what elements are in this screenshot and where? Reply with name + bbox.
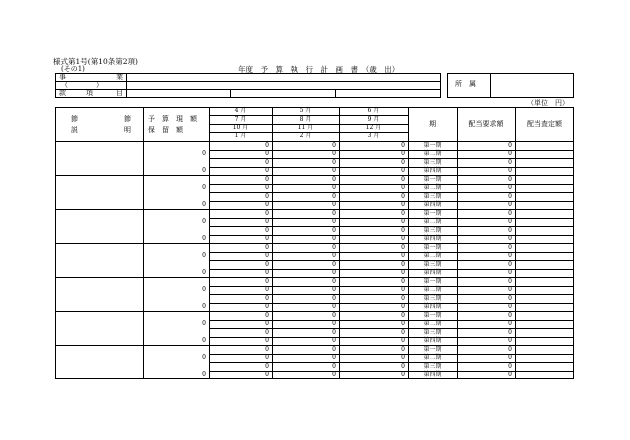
month-amount: 0 [401, 226, 405, 234]
month-amount: 0 [401, 201, 405, 208]
month-amount: 0 [332, 209, 336, 217]
month-amount: 0 [265, 354, 269, 361]
month-amount: 0 [265, 158, 269, 166]
affiliation-label: 所 属 [455, 80, 476, 88]
request-amount: 0 [508, 167, 512, 174]
month-amount: 0 [401, 175, 405, 183]
month-label: 2 月 [299, 132, 312, 139]
business-label-right: 業 [116, 73, 123, 81]
header-budget: 予 算 現 額 [148, 115, 197, 123]
month-amount: 0 [332, 294, 336, 302]
month-amount: 0 [401, 252, 405, 259]
header-request: 配当要求額 [468, 120, 504, 128]
request-amount: 0 [508, 226, 512, 234]
period-label: 第二期 [423, 218, 442, 225]
month-amount: 0 [401, 141, 405, 149]
month-label: 1 月 [234, 132, 247, 139]
period-label: 第三期 [423, 328, 442, 336]
category-kou: 項 [86, 89, 93, 97]
month-amount: 0 [332, 150, 336, 157]
month-amount: 0 [265, 243, 269, 251]
month-amount: 0 [401, 328, 405, 336]
month-amount: 0 [265, 320, 269, 327]
request-amount: 0 [508, 362, 512, 370]
month-amount: 0 [332, 328, 336, 336]
month-amount: 0 [265, 294, 269, 302]
header-period: 期 [429, 120, 436, 128]
request-amount: 0 [508, 209, 512, 217]
request-amount: 0 [508, 269, 512, 276]
month-amount: 0 [401, 345, 405, 353]
month-amount: 0 [401, 311, 405, 319]
month-amount: 0 [265, 337, 269, 344]
month-amount: 0 [401, 269, 405, 276]
month-amount: 0 [332, 192, 336, 200]
business-box [55, 73, 441, 98]
month-amount: 0 [332, 175, 336, 183]
month-amount: 0 [401, 167, 405, 174]
request-amount: 0 [508, 184, 512, 191]
period-label: 第三期 [423, 362, 442, 370]
month-amount: 0 [401, 286, 405, 293]
period-label: 第四期 [423, 201, 442, 208]
period-label: 第一期 [423, 277, 442, 285]
budget-amount: 0 [202, 252, 206, 259]
month-amount: 0 [265, 184, 269, 191]
month-amount: 0 [401, 320, 405, 327]
month-amount: 0 [332, 320, 336, 327]
reserved-amount: 0 [202, 269, 206, 276]
month-amount: 0 [332, 252, 336, 259]
period-label: 第一期 [423, 175, 442, 183]
period-label: 第一期 [423, 141, 442, 149]
form-id: 様式第1号(第10条第2項) [53, 57, 138, 66]
month-label: 10 月 [232, 124, 249, 131]
category-kan: 款 [59, 89, 66, 97]
period-label: 第四期 [423, 303, 442, 310]
month-amount: 0 [401, 218, 405, 225]
month-amount: 0 [332, 303, 336, 310]
month-amount: 0 [265, 277, 269, 285]
request-amount: 0 [508, 260, 512, 268]
month-amount: 0 [332, 277, 336, 285]
request-amount: 0 [508, 141, 512, 149]
request-amount: 0 [508, 371, 512, 378]
month-amount: 0 [265, 345, 269, 353]
month-amount: 0 [265, 252, 269, 259]
month-amount: 0 [332, 269, 336, 276]
request-amount: 0 [508, 311, 512, 319]
block-divider [55, 243, 209, 244]
business-label-divider [126, 73, 127, 98]
period-label: 第一期 [423, 345, 442, 353]
request-amount: 0 [508, 158, 512, 166]
month-amount: 0 [332, 354, 336, 361]
month-amount: 0 [332, 184, 336, 191]
reserved-amount: 0 [202, 303, 206, 310]
form-sub: (その1) [61, 65, 85, 73]
request-amount: 0 [508, 320, 512, 327]
month-amount: 0 [332, 141, 336, 149]
request-amount: 0 [508, 337, 512, 344]
month-amount: 0 [401, 235, 405, 242]
month-amount: 0 [401, 192, 405, 200]
request-amount: 0 [508, 286, 512, 293]
request-amount: 0 [508, 328, 512, 336]
period-label: 第四期 [423, 371, 442, 378]
month-amount: 0 [401, 150, 405, 157]
month-amount: 0 [332, 218, 336, 225]
business-row-divider-2 [55, 89, 441, 90]
category-divider-2 [335, 89, 336, 98]
month-amount: 0 [332, 243, 336, 251]
reserved-amount: 0 [202, 235, 206, 242]
period-label: 第一期 [423, 209, 442, 217]
month-amount: 0 [265, 226, 269, 234]
reserved-amount: 0 [202, 201, 206, 208]
month-amount: 0 [265, 286, 269, 293]
category-moku: 目 [116, 89, 123, 97]
affiliation-divider [490, 73, 491, 98]
month-amount: 0 [265, 235, 269, 242]
month-label: 8 月 [299, 116, 312, 123]
period-label: 第四期 [423, 269, 442, 276]
header-section-right: 節 [124, 115, 131, 123]
month-amount: 0 [401, 277, 405, 285]
business-label-left: 事 [59, 73, 66, 81]
month-label: 3 月 [367, 132, 380, 139]
month-amount: 0 [401, 303, 405, 310]
month-label: 5 月 [299, 107, 312, 114]
period-label: 第三期 [423, 226, 442, 234]
month-amount: 0 [265, 311, 269, 319]
month-amount: 0 [265, 209, 269, 217]
budget-amount: 0 [202, 320, 206, 327]
request-amount: 0 [508, 175, 512, 183]
month-amount: 0 [265, 269, 269, 276]
period-label: 第二期 [423, 252, 442, 259]
reserved-amount: 0 [202, 337, 206, 344]
month-amount: 0 [401, 209, 405, 217]
month-amount: 0 [332, 345, 336, 353]
month-amount: 0 [332, 286, 336, 293]
month-amount: 0 [332, 371, 336, 378]
category-divider-1 [230, 89, 231, 98]
period-label: 第三期 [423, 158, 442, 166]
month-amount: 0 [265, 201, 269, 208]
month-amount: 0 [265, 362, 269, 370]
request-amount: 0 [508, 201, 512, 208]
request-amount: 0 [508, 235, 512, 242]
period-label: 第二期 [423, 184, 442, 191]
month-amount: 0 [401, 362, 405, 370]
month-amount: 0 [265, 192, 269, 200]
month-amount: 0 [401, 294, 405, 302]
month-amount: 0 [332, 226, 336, 234]
month-amount: 0 [401, 371, 405, 378]
header-explain-right: 明 [124, 126, 131, 134]
request-amount: 0 [508, 354, 512, 361]
month-amount: 0 [265, 328, 269, 336]
request-amount: 0 [508, 294, 512, 302]
budget-amount: 0 [202, 354, 206, 361]
month-label: 12 月 [365, 124, 382, 131]
period-label: 第二期 [423, 150, 442, 157]
month-amount: 0 [265, 150, 269, 157]
budget-amount: 0 [202, 150, 206, 157]
month-amount: 0 [332, 201, 336, 208]
block-divider [55, 209, 209, 210]
month-amount: 0 [401, 337, 405, 344]
period-label: 第二期 [423, 354, 442, 361]
request-amount: 0 [508, 277, 512, 285]
period-label: 第一期 [423, 243, 442, 251]
block-divider [55, 311, 209, 312]
period-label: 第二期 [423, 286, 442, 293]
month-amount: 0 [332, 158, 336, 166]
month-amount: 0 [332, 337, 336, 344]
month-amount: 0 [332, 260, 336, 268]
month-amount: 0 [265, 218, 269, 225]
month-amount: 0 [265, 260, 269, 268]
period-label: 第一期 [423, 311, 442, 319]
budget-amount: 0 [202, 286, 206, 293]
month-amount: 0 [332, 362, 336, 370]
month-label: 7 月 [234, 116, 247, 123]
business-row-divider-1 [55, 81, 441, 82]
request-amount: 0 [508, 192, 512, 200]
header-reserved: 保 留 額 [148, 126, 183, 134]
budget-amount: 0 [202, 218, 206, 225]
month-amount: 0 [265, 303, 269, 310]
unit-label: （単位 円） [527, 99, 569, 107]
month-label: 9 月 [367, 116, 380, 123]
request-amount: 0 [508, 303, 512, 310]
block-divider [55, 345, 209, 346]
month-amount: 0 [401, 354, 405, 361]
month-amount: 0 [265, 141, 269, 149]
period-label: 第三期 [423, 192, 442, 200]
month-amount: 0 [401, 158, 405, 166]
month-amount: 0 [401, 243, 405, 251]
reserved-amount: 0 [202, 371, 206, 378]
month-label: 6 月 [367, 107, 380, 114]
header-explain-left: 説 [71, 126, 78, 134]
request-amount: 0 [508, 150, 512, 157]
header-section-left: 節 [71, 115, 78, 123]
month-amount: 0 [265, 175, 269, 183]
month-amount: 0 [265, 371, 269, 378]
period-label: 第四期 [423, 235, 442, 242]
period-label: 第四期 [423, 167, 442, 174]
request-amount: 0 [508, 252, 512, 259]
period-label: 第二期 [423, 320, 442, 327]
month-label: 4 月 [234, 107, 247, 114]
period-label: 第三期 [423, 294, 442, 302]
reserved-amount: 0 [202, 167, 206, 174]
month-amount: 0 [265, 167, 269, 174]
budget-amount: 0 [202, 184, 206, 191]
period-label: 第三期 [423, 260, 442, 268]
header-assessed: 配当査定額 [527, 120, 562, 128]
business-paren: （ ） [61, 81, 103, 89]
month-amount: 0 [332, 235, 336, 242]
month-amount: 0 [332, 311, 336, 319]
request-amount: 0 [508, 243, 512, 251]
block-divider [55, 175, 209, 176]
page-title: 年度 予 算 執 行 計 画 書 （歳 出） [238, 65, 400, 74]
month-amount: 0 [401, 260, 405, 268]
block-divider [55, 277, 209, 278]
month-amount: 0 [332, 167, 336, 174]
request-amount: 0 [508, 345, 512, 353]
month-amount: 0 [401, 184, 405, 191]
period-label: 第四期 [423, 337, 442, 344]
request-amount: 0 [508, 218, 512, 225]
month-label: 11 月 [297, 124, 314, 131]
